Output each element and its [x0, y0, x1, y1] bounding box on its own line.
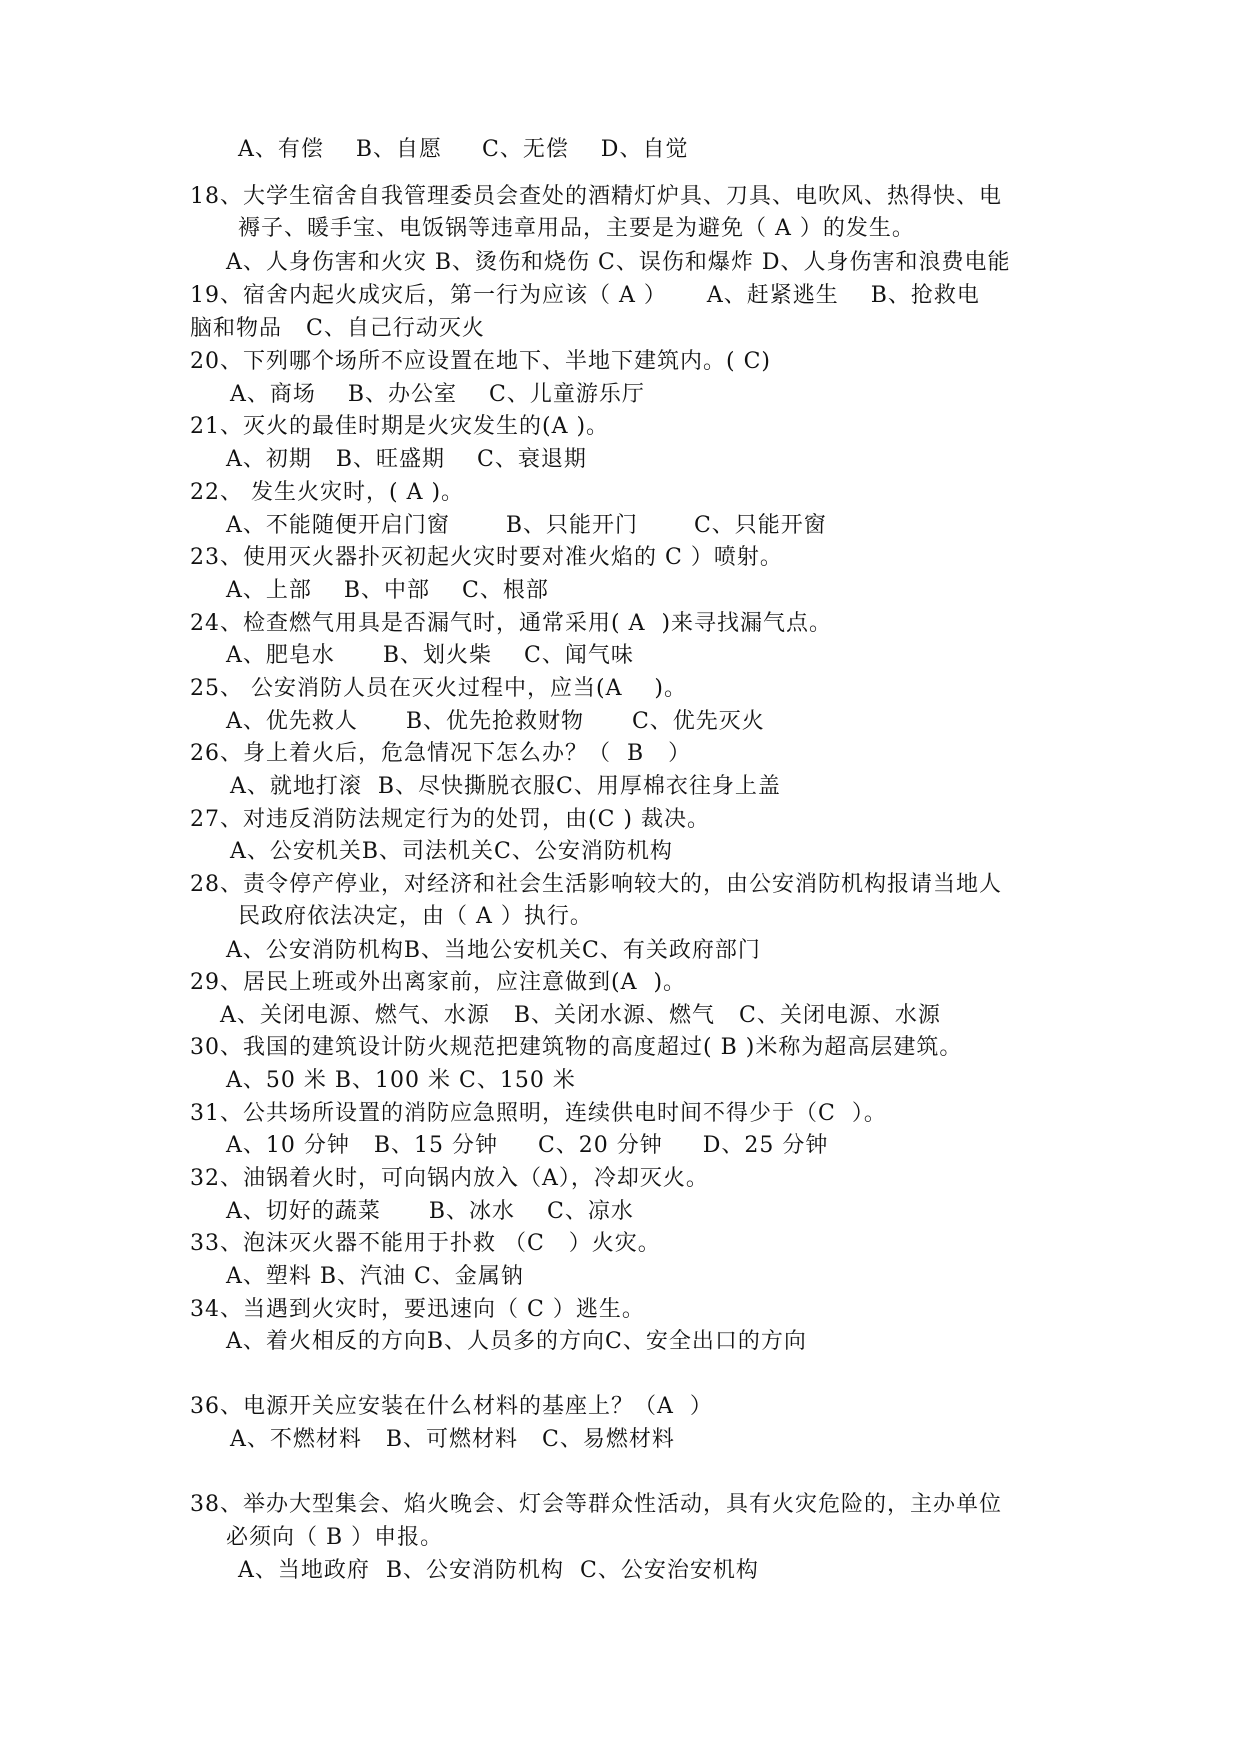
answer-options-26: A、就地打滚 B、尽快撕脱衣服C、用厚棉衣往身上盖	[230, 774, 781, 799]
question-26: 26、身上着火后，危急情况下怎么办？（ B ）	[190, 741, 692, 766]
question-25: 25、 公安消防人员在灭火过程中，应当(A )。	[190, 676, 688, 701]
answer-options-27: A、公安机关B、司法机关C、公安消防机构	[230, 839, 673, 864]
question-38: 38、举办大型集会、焰火晚会、灯会等群众性活动，具有火灾危险的，主办单位	[190, 1492, 1002, 1517]
answer-options-22: A、不能随便开启门窗 B、只能开门 C、只能开窗	[226, 513, 827, 538]
answer-options-34: A、着火相反的方向B、人员多的方向C、安全出口的方向	[226, 1329, 807, 1354]
question-18: 18、大学生宿舍自我管理委员会查处的酒精灯炉具、刀具、电吹风、热得快、电	[190, 184, 1002, 209]
question-36: 36、电源开关应安装在什么材料的基座上？（A ）	[190, 1394, 713, 1419]
answer-options-29: A、关闭电源、燃气、水源 B、关闭水源、燃气 C、关闭电源、水源	[220, 1003, 941, 1028]
question-22: 22、 发生火灾时，( A )。	[190, 480, 465, 505]
answer-options-24: A、肥皂水 B、划火柴 C、闻气味	[226, 643, 634, 668]
answer-options-23: A、上部 B、中部 C、根部	[226, 578, 549, 603]
question-21: 21、灭火的最佳时期是火灾发生的(A )。	[190, 414, 610, 439]
answer-options-30: A、50 米 B、100 米 C、150 米	[226, 1068, 576, 1093]
question-30: 30、我国的建筑设计防火规范把建筑物的高度超过( B )米称为超高层建筑。	[190, 1035, 963, 1060]
answer-options-18: A、人身伤害和火灾 B、烫伤和烧伤 C、误伤和爆炸 D、人身伤害和浪费电能	[226, 250, 1011, 275]
answer-options-32: A、切好的蔬菜 B、冰水 C、凉水	[226, 1199, 634, 1224]
question-27: 27、对违反消防法规定行为的处罚，由(C ) 裁决。	[190, 807, 710, 832]
question-32: 32、油锅着火时，可向锅内放入（A），冷却灭火。	[190, 1166, 709, 1191]
question-19: 19、宿舍内起火成灾后，第一行为应该（ A ） A、赶紧逃生 B、抢救电	[190, 283, 980, 308]
question-33: 33、泡沫灭火器不能用于扑救 （C ）火灾。	[190, 1231, 661, 1256]
answer-options-25: A、优先救人 B、优先抢救财物 C、优先灭火	[226, 709, 765, 734]
question-31: 31、公共场所设置的消防应急照明，连续供电时间不得少于（C ）。	[190, 1101, 887, 1126]
answer-options-31: A、10 分钟 B、15 分钟 C、20 分钟 D、25 分钟	[226, 1133, 829, 1158]
question-20: 20、下列哪个场所不应设置在地下、半地下建筑内。( C)	[190, 349, 771, 374]
answer-options-33: A、塑料 B、汽油 C、金属钠	[226, 1264, 524, 1289]
question-24: 24、检查燃气用具是否漏气时，通常采用( A )来寻找漏气点。	[190, 611, 833, 636]
question-28: 28、责令停产停业，对经济和社会生活影响较大的，由公安消防机构报请当地人	[190, 872, 1002, 897]
question-28-continued: 民政府依法决定，由（ A ）执行。	[238, 904, 593, 929]
answer-options-20: A、商场 B、办公室 C、儿童游乐厅	[230, 382, 645, 407]
answer-options-17: A、有偿 B、自愿 C、无偿 D、自觉	[238, 137, 689, 162]
question-19-continued: 脑和物品 C、自己行动灭火	[190, 316, 485, 341]
answer-options-21: A、初期 B、旺盛期 C、衰退期	[226, 447, 587, 472]
question-23: 23、使用灭火器扑灭初起火灾时要对准火焰的 C ）喷射。	[190, 545, 783, 570]
answer-options-28: A、公安消防机构B、当地公安机关C、有关政府部门	[226, 938, 761, 963]
answer-options-38: A、当地政府 B、公安消防机构 C、公安治安机构	[238, 1558, 759, 1583]
question-18-continued: 褥子、暖手宝、电饭锅等违章用品，主要是为避免（ A ）的发生。	[238, 216, 915, 241]
question-29: 29、居民上班或外出离家前，应注意做到(A )。	[190, 970, 687, 995]
question-34: 34、当遇到火灾时，要迅速向（ C ）逃生。	[190, 1297, 645, 1322]
question-38-continued: 必须向（ B ）申报。	[226, 1525, 444, 1550]
answer-options-36: A、不燃材料 B、可燃材料 C、易燃材料	[230, 1427, 675, 1452]
